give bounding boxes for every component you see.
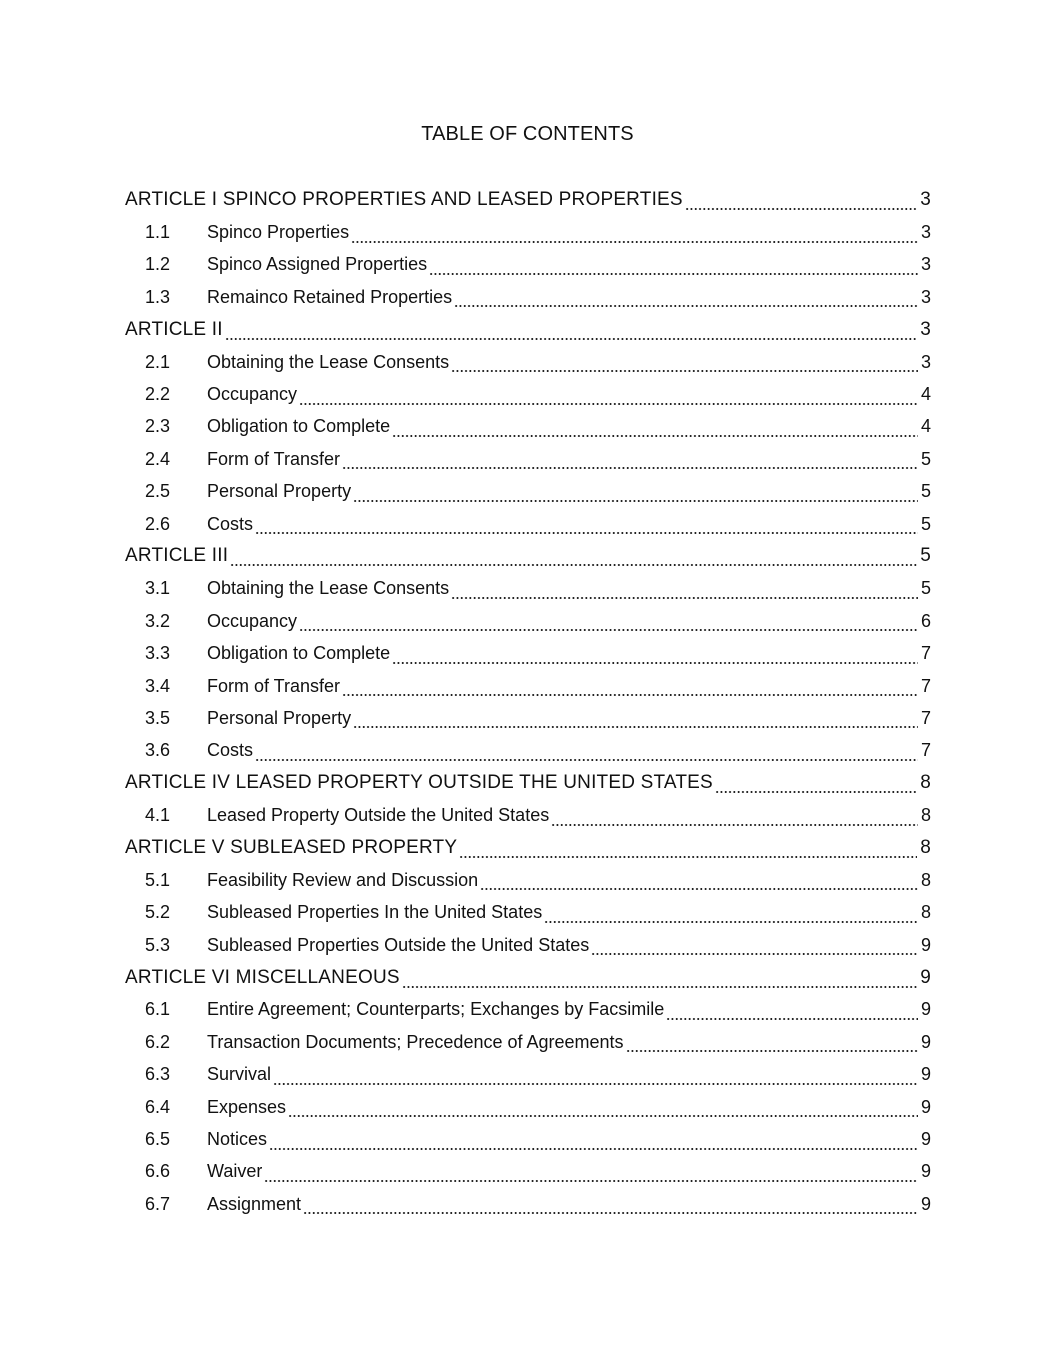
toc-entry-number: 2.1 bbox=[145, 351, 171, 372]
dot-leader bbox=[459, 841, 917, 859]
toc-section-entry[interactable] bbox=[125, 411, 931, 443]
dot-leader bbox=[299, 614, 918, 632]
toc-entry-number: 3.4 bbox=[145, 675, 171, 696]
toc-article-entry[interactable] bbox=[125, 540, 931, 572]
toc-entry-page-number: 5 bbox=[920, 578, 931, 599]
dot-leader bbox=[685, 193, 917, 211]
toc-entry-page-number: 9 bbox=[920, 1064, 931, 1085]
dot-leader bbox=[591, 938, 918, 956]
toc-entry-page-number: 8 bbox=[920, 805, 931, 826]
toc-entry-page-number: 7 bbox=[920, 643, 931, 664]
toc-entry-number: 3.3 bbox=[145, 643, 171, 664]
toc-entry-page-number: 9 bbox=[920, 1031, 931, 1052]
dot-leader bbox=[480, 873, 918, 891]
toc-entry-page-number: 7 bbox=[920, 740, 931, 761]
dot-leader bbox=[451, 355, 918, 373]
dot-leader bbox=[299, 388, 918, 406]
toc-entry-page-number: 3 bbox=[920, 254, 931, 275]
dot-leader bbox=[288, 1100, 918, 1118]
dot-leader bbox=[353, 711, 918, 729]
toc-section-entry[interactable] bbox=[125, 1059, 931, 1091]
dot-leader bbox=[255, 517, 918, 535]
dot-leader bbox=[454, 290, 918, 308]
toc-section-entry[interactable] bbox=[125, 346, 931, 378]
dot-leader bbox=[230, 549, 917, 567]
dot-leader bbox=[429, 258, 918, 276]
dot-leader bbox=[451, 582, 918, 600]
toc-entry-number: 6.3 bbox=[145, 1064, 171, 1085]
toc-entry-label: Occupancy bbox=[207, 384, 298, 405]
toc-section-entry[interactable] bbox=[125, 281, 931, 313]
toc-entry-page-number: 4 bbox=[920, 416, 931, 437]
dot-leader bbox=[544, 906, 918, 924]
toc-entry-label: Spinco Properties bbox=[207, 222, 350, 243]
toc-entry-page-number: 7 bbox=[920, 675, 931, 696]
toc-entry-page-number: 9 bbox=[920, 1129, 931, 1150]
toc-entry-label: Survival bbox=[207, 1064, 272, 1085]
dot-leader bbox=[264, 1165, 918, 1183]
toc-entry-label: Transaction Documents; Precedence of Agreements bbox=[207, 1031, 624, 1052]
dot-leader bbox=[351, 226, 918, 244]
toc-entry-number: 6.2 bbox=[145, 1031, 171, 1052]
toc-entry-number: 2.2 bbox=[145, 384, 171, 405]
dot-leader bbox=[392, 647, 918, 665]
dot-leader bbox=[342, 679, 918, 697]
toc-entry-number: 2.3 bbox=[145, 416, 171, 437]
toc-section-entry[interactable] bbox=[125, 1026, 931, 1058]
toc-entry-number: 3.5 bbox=[145, 707, 171, 728]
toc-entry-label: Remainco Retained Properties bbox=[207, 286, 453, 307]
toc-section-entry[interactable] bbox=[125, 508, 931, 540]
toc-entry-number: 1.3 bbox=[145, 286, 171, 307]
dot-leader bbox=[269, 1133, 918, 1151]
toc-section-entry[interactable] bbox=[125, 1188, 931, 1220]
toc-section-entry[interactable] bbox=[125, 702, 931, 734]
toc-entry-page-number: 8 bbox=[920, 837, 931, 858]
toc-entry-page-number: 3 bbox=[920, 222, 931, 243]
toc-entry-label: Form of Transfer bbox=[207, 675, 341, 696]
toc-entry-label: Spinco Assigned Properties bbox=[207, 254, 428, 275]
dot-leader bbox=[392, 420, 918, 438]
toc-section-entry[interactable] bbox=[125, 216, 931, 248]
toc-entry-page-number: 9 bbox=[920, 1096, 931, 1117]
toc-entry-label: Personal Property bbox=[207, 481, 352, 502]
dot-leader bbox=[402, 971, 917, 989]
toc-entry-number: 5.1 bbox=[145, 869, 171, 890]
dot-leader bbox=[626, 1035, 918, 1053]
toc-section-entry[interactable] bbox=[125, 929, 931, 961]
toc-section-entry[interactable] bbox=[125, 573, 931, 605]
toc-entry-label: Obligation to Complete bbox=[207, 643, 391, 664]
dot-leader bbox=[273, 1068, 918, 1086]
toc-entry-label: Notices bbox=[207, 1129, 268, 1150]
toc-entry-label: Waiver bbox=[207, 1161, 263, 1182]
toc-entry-label: Personal Property bbox=[207, 707, 352, 728]
toc-entry-label: ARTICLE I SPINCO PROPERTIES AND LEASED PROPERTIES bbox=[125, 189, 683, 211]
toc-entry-number: 5.2 bbox=[145, 902, 171, 923]
toc-entry-label: Form of Transfer bbox=[207, 448, 341, 469]
toc-section-entry[interactable] bbox=[125, 443, 931, 475]
toc-entry-label: Expenses bbox=[207, 1096, 287, 1117]
toc-entry-label: Obtaining the Lease Consents bbox=[207, 351, 450, 372]
toc-entry-label: ARTICLE V SUBLEASED PROPERTY bbox=[125, 837, 458, 858]
toc-entry-label: Feasibility Review and Discussion bbox=[207, 869, 479, 890]
toc-entry-page-number: 6 bbox=[920, 610, 931, 631]
toc-section-entry[interactable] bbox=[125, 1123, 931, 1155]
toc-entry-label: Subleased Properties In the United States bbox=[207, 902, 543, 923]
toc-entry-page-number: 8 bbox=[920, 902, 931, 923]
toc-entry-label: Leased Property Outside the United States bbox=[207, 805, 550, 826]
toc-entry-label: Costs bbox=[207, 513, 254, 534]
toc-entry-label: Occupancy bbox=[207, 610, 298, 631]
toc-entry-page-number: 5 bbox=[920, 513, 931, 534]
toc-entry-page-number: 9 bbox=[920, 934, 931, 955]
toc-entry-number: 2.6 bbox=[145, 513, 171, 534]
dot-leader bbox=[303, 1197, 918, 1215]
toc-entry-label: Obtaining the Lease Consents bbox=[207, 578, 450, 599]
toc-entry-page-number: 9 bbox=[920, 999, 931, 1020]
toc-entry-number: 6.1 bbox=[145, 999, 171, 1020]
toc-list bbox=[125, 184, 931, 1221]
toc-entry-label: Obligation to Complete bbox=[207, 416, 391, 437]
toc-entry-page-number: 9 bbox=[920, 966, 931, 988]
toc-entry-page-number: 8 bbox=[920, 772, 931, 794]
toc-section-entry[interactable] bbox=[125, 994, 931, 1026]
toc-entry-page-number: 3 bbox=[920, 189, 931, 211]
toc-article-entry[interactable] bbox=[125, 961, 931, 993]
toc-section-entry[interactable] bbox=[125, 378, 931, 410]
toc-entry-label: Entire Agreement; Counterparts; Exchanges by Facsimile bbox=[207, 999, 665, 1020]
toc-entry-number: 4.1 bbox=[145, 805, 171, 826]
toc-entry-label: ARTICLE II bbox=[125, 318, 223, 340]
dot-leader bbox=[255, 744, 918, 762]
toc-section-entry[interactable] bbox=[125, 1091, 931, 1123]
toc-entry-page-number: 8 bbox=[920, 869, 931, 890]
dot-leader bbox=[666, 1003, 918, 1021]
toc-section-entry[interactable] bbox=[125, 476, 931, 508]
toc-entry-page-number: 5 bbox=[920, 545, 931, 567]
toc-entry-number: 2.4 bbox=[145, 448, 171, 469]
toc-section-entry[interactable] bbox=[125, 637, 931, 669]
toc-entry-label: Subleased Properties Outside the United States bbox=[207, 934, 590, 955]
toc-entry-number: 6.6 bbox=[145, 1161, 171, 1182]
dot-leader bbox=[342, 452, 918, 470]
toc-entry-label: ARTICLE III bbox=[125, 545, 229, 567]
toc-section-entry[interactable] bbox=[125, 670, 931, 702]
toc-article-entry[interactable] bbox=[125, 767, 931, 799]
toc-entry-number: 5.3 bbox=[145, 934, 171, 955]
toc-entry-page-number: 3 bbox=[920, 286, 931, 307]
toc-entry-page-number: 4 bbox=[920, 384, 931, 405]
toc-entry-label: ARTICLE IV LEASED PROPERTY OUTSIDE THE UNITED STATES bbox=[125, 772, 713, 794]
toc-section-entry[interactable] bbox=[125, 735, 931, 767]
toc-entry-page-number: 9 bbox=[920, 1161, 931, 1182]
dot-leader bbox=[551, 809, 918, 827]
toc-entry-number: 6.5 bbox=[145, 1129, 171, 1150]
toc-entry-number: 6.4 bbox=[145, 1096, 171, 1117]
toc-entry-number: 1.2 bbox=[145, 254, 171, 275]
toc-section-entry[interactable] bbox=[125, 864, 931, 896]
toc-entry-number: 2.5 bbox=[145, 481, 171, 502]
toc-article-entry[interactable] bbox=[125, 832, 931, 864]
toc-entry-page-number: 5 bbox=[920, 448, 931, 469]
toc-section-entry[interactable] bbox=[125, 605, 931, 637]
dot-leader bbox=[353, 485, 918, 503]
toc-entry-number: 3.1 bbox=[145, 578, 171, 599]
toc-section-entry[interactable] bbox=[125, 249, 931, 281]
toc-entry-label: Costs bbox=[207, 740, 254, 761]
toc-entry-page-number: 7 bbox=[920, 707, 931, 728]
toc-entry-number: 1.1 bbox=[145, 222, 171, 243]
toc-article-entry[interactable] bbox=[125, 314, 931, 346]
toc-entry-number: 3.6 bbox=[145, 740, 171, 761]
toc-entry-number: 3.2 bbox=[145, 610, 171, 631]
toc-entry-page-number: 3 bbox=[920, 318, 931, 340]
toc-entry-page-number: 9 bbox=[920, 1193, 931, 1214]
toc-section-entry[interactable] bbox=[125, 1156, 931, 1188]
toc-entry-page-number: 3 bbox=[920, 351, 931, 372]
toc-entry-label: Assignment bbox=[207, 1193, 302, 1214]
toc-heading: TABLE OF CONTENTS bbox=[421, 123, 634, 145]
dot-leader bbox=[715, 776, 917, 794]
toc-section-entry[interactable] bbox=[125, 897, 931, 929]
toc-entry-page-number: 5 bbox=[920, 481, 931, 502]
dot-leader bbox=[225, 323, 917, 341]
toc-article-entry[interactable] bbox=[125, 184, 931, 216]
toc-section-entry[interactable] bbox=[125, 799, 931, 831]
toc-entry-number: 6.7 bbox=[145, 1193, 171, 1214]
toc-entry-label: ARTICLE VI MISCELLANEOUS bbox=[125, 966, 400, 988]
